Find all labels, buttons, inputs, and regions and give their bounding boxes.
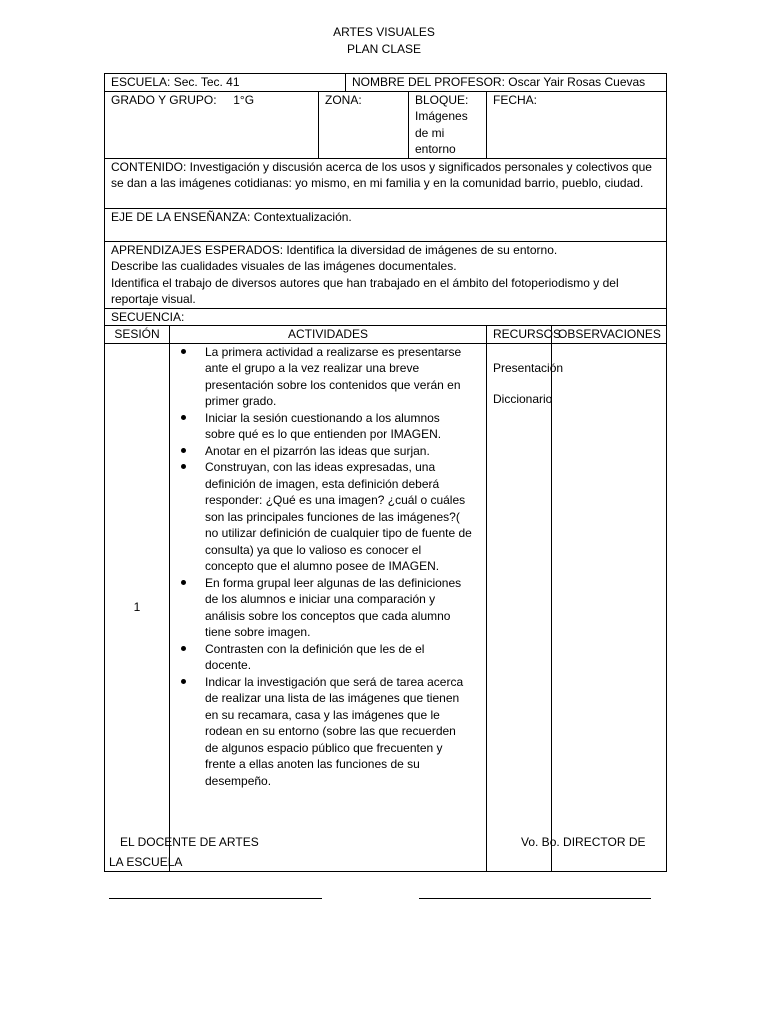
contenido-cell: CONTENIDO: Investigación y discusión acerca de los usos y significados personales y colectivos que se dan a las imágenes cotidianas: yo mismo, en mi familia y en la comunidad barrio, pueblo, ciudad. <box>105 158 667 208</box>
activity-item: Iniciar la sesión cuestionando a los alumnos sobre qué es lo que entienden por IMAGEN. <box>201 410 472 443</box>
recurso-item: Presentación <box>493 360 564 375</box>
recursos-cell <box>487 343 564 871</box>
activity-item: Contrasten con la definición que les de el docente. <box>201 641 472 674</box>
signature-line-director <box>419 898 651 899</box>
observaciones-cell <box>552 343 667 871</box>
zona-cell: ZONA: <box>319 91 409 158</box>
activities-cell <box>170 343 487 871</box>
aprendizajes-cell <box>105 241 667 308</box>
activity-item: En forma grupal leer algunas de las definiciones de los alumnos e iniciar una comparación y análisis sobre los conceptos que cada alumno tiene sobre imagen. <box>201 575 472 641</box>
col-observaciones-header: OBSERVACIONES <box>552 326 667 344</box>
session-number: 1 <box>105 343 170 871</box>
recurso-item: Diccionario <box>493 392 553 406</box>
plan-table <box>104 73 667 872</box>
doc-subtitle: PLAN CLASE <box>346 42 422 56</box>
fecha-cell: FECHA: <box>487 91 667 158</box>
director-label: Vo. Bo. DIRECTOR DE <box>521 835 646 849</box>
activity-item: La primera actividad a realizarse es presentarse ante el grupo a la vez realizar una breve presentación sobre los contenidos que verán en primer grado. <box>201 344 472 410</box>
escuela-label: LA ESCUELA <box>109 855 183 869</box>
bloque-cell: BLOQUE: Imágenes de mi entorno <box>409 91 487 158</box>
activity-item: Anotar en el pizarrón las ideas que surjan. <box>201 443 472 460</box>
activity-item: Indicar la investigación que será de tarea acerca de realizar una lista de las imágenes que tienen en su recamara, casa y las imágenes que le rodean en su entorno (sobre las que recuerden de algunos espacio público que frecuenten y frente a ellas anoten las funciones de su desempeño. <box>201 674 472 790</box>
activity-item: Construyan, con las ideas expresadas, una definición de imagen, esta definición deberá responder: ¿Qué es una imagen? ¿cuál o cuáles son las principales funciones de las imágenes?( no utilizar definición de cualquier tipo de fuente de consulta) ya que lo valioso es conocer el concepto que el alumno posee de IMAGEN. <box>201 459 472 575</box>
signature-line-docente <box>109 898 322 899</box>
grado-cell: GRADO Y GRUPO: 1°G <box>105 91 319 158</box>
docente-label: EL DOCENTE DE ARTES <box>120 835 259 849</box>
col-actividades-header: ACTIVIDADES <box>170 326 487 344</box>
profesor-cell: NOMBRE DEL PROFESOR: Oscar Yair Rosas Cuevas <box>346 74 667 92</box>
aprendizajes-line-3: Identifica el trabajo de diversos autores que han trabajado en el ámbito del fotoperiodismo y del reportaje visual. <box>111 275 619 306</box>
escuela-cell: ESCUELA: Sec. Tec. 41 <box>105 74 346 92</box>
aprendizajes-line-1: APRENDIZAJES ESPERADOS: Identifica la diversidad de imágenes de su entorno. <box>111 242 558 257</box>
col-recursos-header: RECURSOS <box>487 326 552 344</box>
secuencia-cell: SECUENCIA: <box>105 308 667 326</box>
aprendizajes-line-2: Describe las cualidades visuales de las imágenes documentales. <box>111 259 457 273</box>
col-sesion-header: SESIÓN <box>105 326 170 344</box>
eje-cell: EJE DE LA ENSEÑANZA: Contextualización. <box>105 208 667 241</box>
doc-title: ARTES VISUALES <box>333 25 435 39</box>
